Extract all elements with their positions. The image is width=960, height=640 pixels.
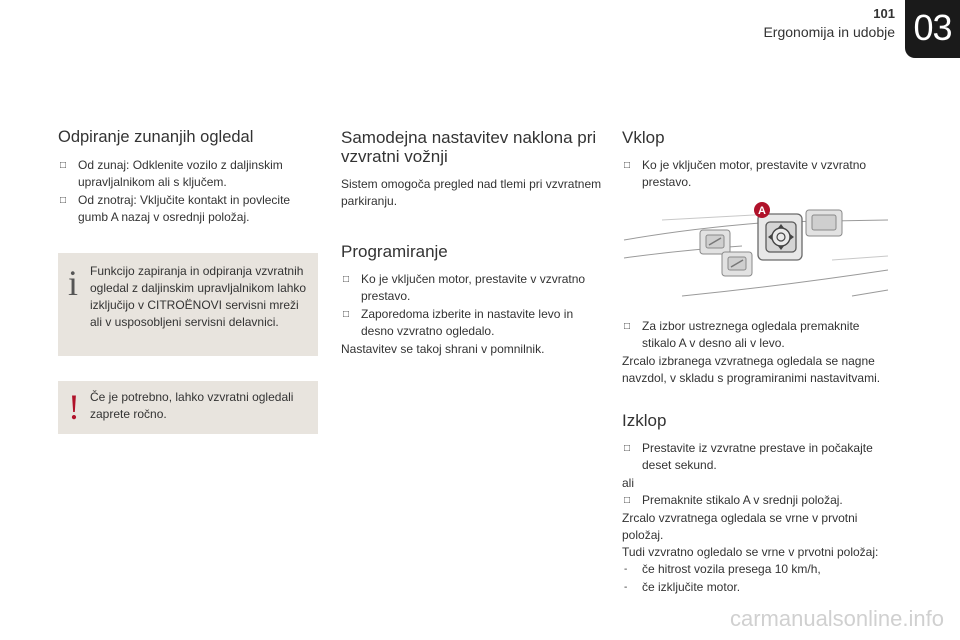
deactivation-list bbox=[622, 440, 890, 474]
list-item: - če hitrost vozila presega 10 km/h, bbox=[624, 562, 821, 576]
mirror-switch-a bbox=[758, 214, 802, 260]
window-switch-left-2 bbox=[722, 252, 752, 276]
door-panel-sketch bbox=[624, 214, 888, 296]
list-item: □ Zaporedoma izberite in nastavite levo in desno vzvratno ogledalo. bbox=[343, 307, 574, 338]
page-number: 101 bbox=[873, 6, 895, 21]
info-box bbox=[58, 253, 318, 356]
dash-icon: - bbox=[624, 582, 628, 593]
deactivation-note-1: Zrcalo vzvratnega ogledala se vrne v prvotni položaj. bbox=[622, 511, 858, 542]
bullet-icon: □ bbox=[60, 160, 67, 171]
heading-programming: Programiranje bbox=[341, 242, 448, 261]
bullet-icon: □ bbox=[624, 443, 631, 454]
warning-text: Če je potrebno, lahko vzvratni ogledali zaprete ročno. bbox=[90, 390, 294, 421]
activation-list-2 bbox=[622, 318, 890, 352]
conditions-list bbox=[622, 561, 890, 596]
heading-mirror-folding: Odpiranje zunanjih ogledal bbox=[58, 128, 254, 146]
dash-icon: - bbox=[624, 564, 628, 575]
activation-note: Zrcalo izbranega vzvratnega ogledala se nagne navzdol, v skladu s programiranimi nastavitvami. bbox=[622, 354, 881, 385]
callout-label: A bbox=[758, 205, 766, 217]
info-text: Funkcijo zapiranja in odpiranja vzvratnih ogledal z daljinskim upravljalnikom lahko izključijo v CITROËNOVI servisni mreži ali v usposobljeni servisni delavnici. bbox=[90, 264, 307, 329]
heading-auto-tilt: Samodejna nastavitev naklona pri vzvratni vožnji bbox=[341, 128, 597, 166]
bullet-icon: □ bbox=[343, 274, 350, 285]
window-switch-right bbox=[806, 210, 842, 236]
list-item: □ Od zunaj: Odklenite vozilo z daljinskim upravljalnikom ali s ključem. bbox=[60, 158, 283, 189]
bullet-icon: □ bbox=[343, 309, 350, 320]
deactivation-list-2 bbox=[622, 492, 890, 509]
callout-a bbox=[754, 202, 770, 218]
mirror-switch-illustration bbox=[622, 200, 890, 308]
heading-deactivation: Izklop bbox=[622, 411, 667, 430]
deactivation-note-2: Tudi vzvratno ogledalo se vrne v prvotni položaj: bbox=[622, 545, 879, 559]
heading-activation: Vklop bbox=[622, 128, 665, 147]
chapter-tab: 03 bbox=[905, 0, 960, 58]
column-mirror-folding bbox=[58, 128, 320, 227]
or-text: ali bbox=[622, 476, 635, 490]
column-activation bbox=[622, 128, 890, 192]
list-item: - če izključite motor. bbox=[624, 580, 741, 594]
list-item: □ Premaknite stikalo A v srednji položaj. bbox=[624, 493, 843, 507]
watermark: carmanualsonline.info bbox=[729, 606, 944, 631]
mirror-folding-list bbox=[58, 157, 320, 226]
warning-icon: ! bbox=[68, 387, 80, 427]
list-item: □ Od znotraj: Vključite kontakt in povlecite gumb A nazaj v osrednji položaj. bbox=[60, 193, 291, 224]
warning-box bbox=[58, 381, 318, 434]
programming-list bbox=[341, 271, 603, 340]
window-switch-left bbox=[700, 230, 730, 254]
bullet-icon: □ bbox=[624, 160, 631, 171]
info-icon: i bbox=[68, 263, 79, 303]
page-header bbox=[0, 0, 960, 70]
bullet-icon: □ bbox=[624, 495, 631, 506]
bullet-icon: □ bbox=[60, 195, 67, 206]
programming-note: Nastavitev se takoj shrani v pomnilnik. bbox=[341, 342, 545, 356]
section-title: Ergonomija in udobje bbox=[763, 24, 895, 40]
bullet-icon: □ bbox=[624, 321, 631, 332]
list-item: □ Ko je vključen motor, prestavite v vzvratno prestavo. bbox=[343, 272, 586, 303]
column-activation-continued bbox=[622, 318, 890, 597]
auto-tilt-intro: Sistem omogoča pregled nad tlemi pri vzvratnem parkiranju. bbox=[341, 177, 602, 208]
list-item: □ Ko je vključen motor, prestavite v vzvratno prestavo. bbox=[624, 158, 867, 189]
activation-list bbox=[622, 157, 890, 191]
list-item: □ Prestavite iz vzvratne prestave in počakajte deset sekund. bbox=[624, 441, 873, 472]
list-item: □ Za izbor ustreznega ogledala premaknite stikalo A v desno ali v levo. bbox=[624, 319, 860, 350]
column-auto-tilt bbox=[341, 128, 603, 358]
